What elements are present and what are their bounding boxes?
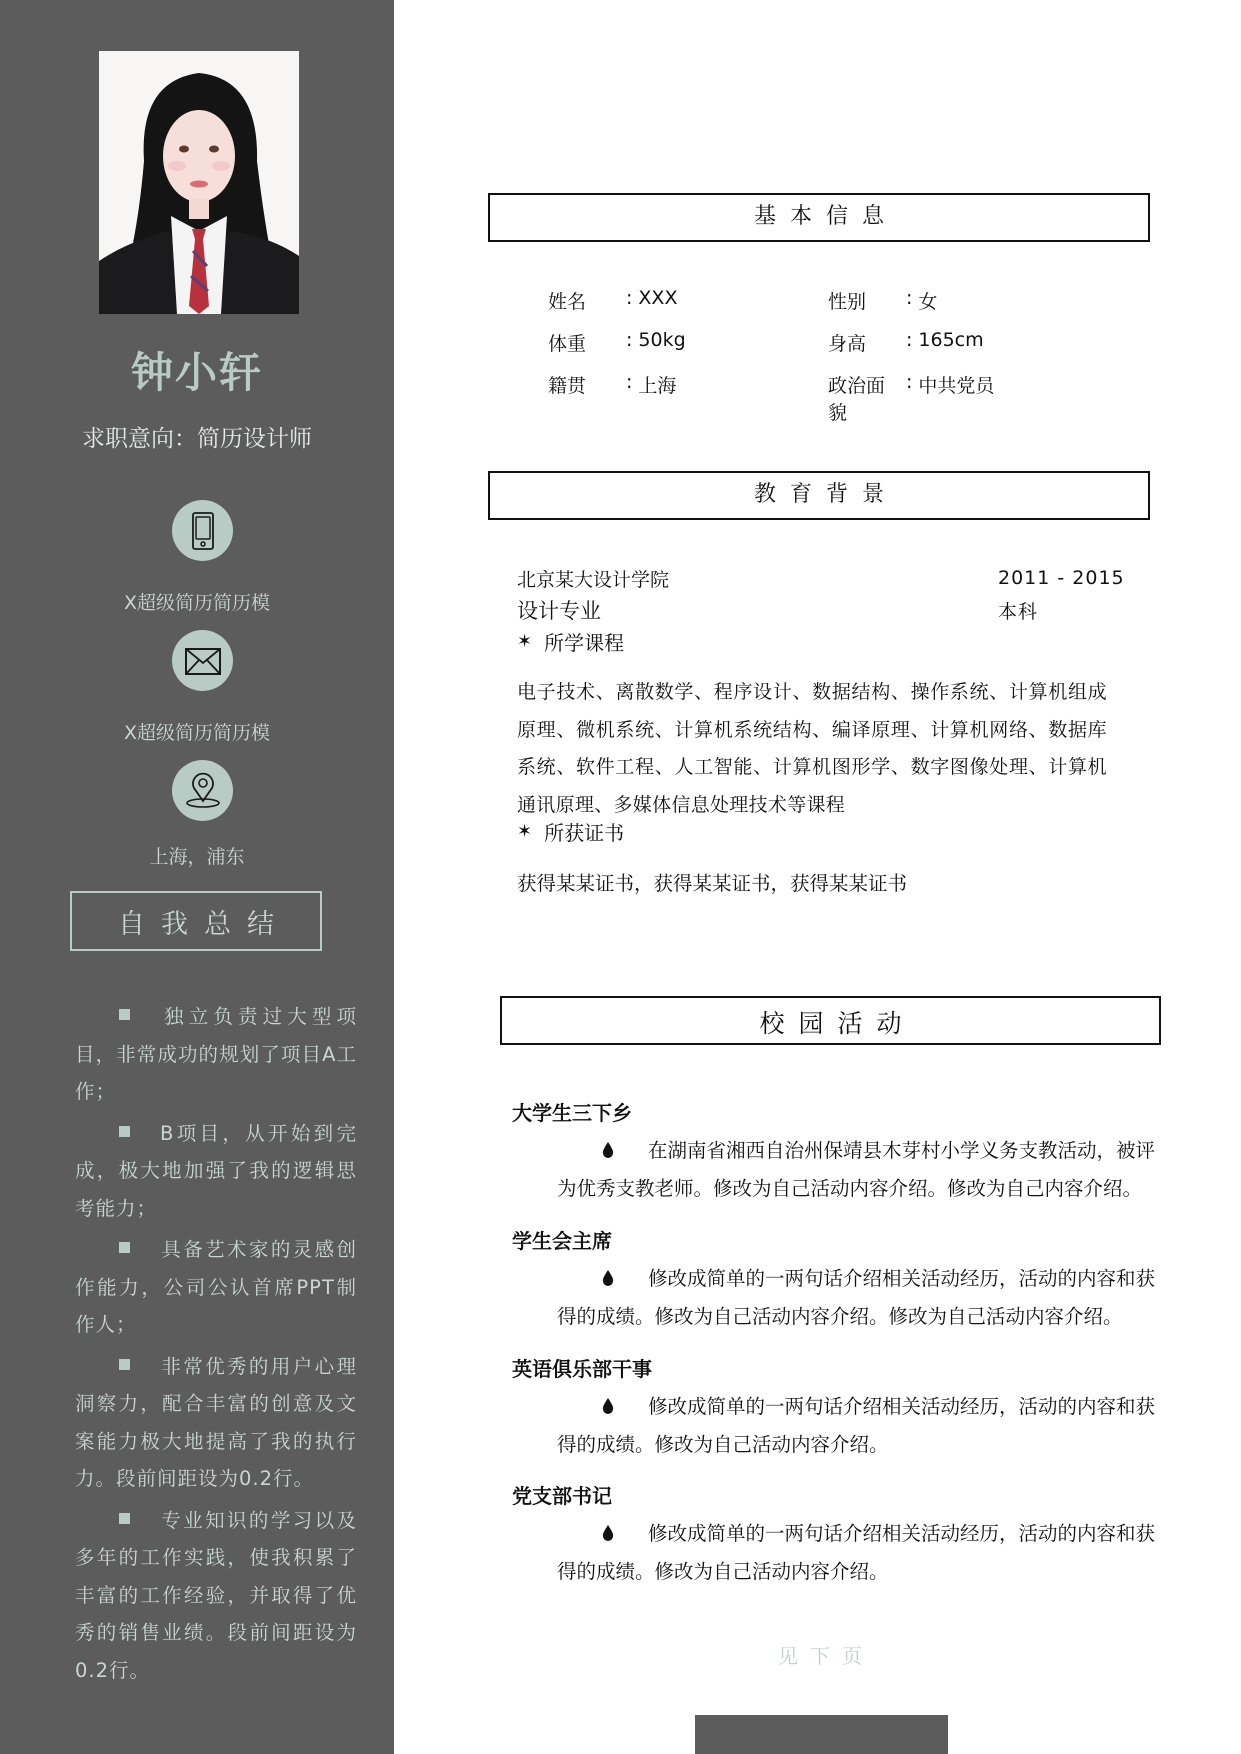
info-value: 50kg bbox=[638, 329, 686, 351]
education-heading: 教育背景 bbox=[488, 471, 1150, 520]
activity-desc: 在湖南省湘西自治州保靖县木芽村小学义务支教活动，被评为优秀支教老师。修改为自己活动内容介绍。修改为自己内容介绍。 bbox=[557, 1139, 1156, 1200]
info-value: XXX bbox=[638, 287, 678, 309]
location-text: 上海，浦东 bbox=[149, 846, 245, 868]
sidebar bbox=[0, 0, 394, 1754]
summary-item: 独立负责过大型项目，非常成功的规划了项目A工作； bbox=[75, 1005, 357, 1103]
self-summary-heading: 自我总结 bbox=[70, 891, 322, 951]
drop-bullet-icon bbox=[602, 1398, 614, 1414]
activity-title: 英语俱乐部干事 bbox=[512, 1357, 652, 1381]
basic-info-heading: 基本信息 bbox=[488, 193, 1150, 242]
profile-photo bbox=[99, 51, 299, 314]
info-hometown: 籍贯 : 上海 bbox=[548, 371, 828, 413]
phone-icon bbox=[185, 511, 221, 551]
email-text: X超级简历简历模 bbox=[123, 722, 271, 744]
activity-title: 大学生三下乡 bbox=[512, 1101, 632, 1125]
info-value: 上海 bbox=[638, 375, 677, 397]
bottom-decoration-block bbox=[695, 1715, 948, 1754]
education-school-row bbox=[517, 562, 1147, 594]
degree: 本科 bbox=[998, 600, 1039, 623]
square-bullet-icon bbox=[119, 1513, 130, 1524]
activity-title: 学生会主席 bbox=[512, 1229, 612, 1253]
info-row bbox=[548, 287, 1108, 329]
summary-item: B项目，从开始到完成，极大地加强了我的逻辑思考能力； bbox=[75, 1121, 357, 1220]
activity-desc: 修改成简单的一两句话介绍相关活动经历，活动的内容和获得的成绩。修改为自己活动内容介绍。修改为自己活动内容介绍。 bbox=[557, 1267, 1156, 1328]
activities-section bbox=[512, 1098, 1172, 1613]
drop-bullet-icon bbox=[602, 1142, 614, 1158]
drop-bullet-icon bbox=[602, 1525, 614, 1541]
activities-heading: 校园活动 bbox=[500, 996, 1161, 1045]
info-label: 政治面貌 bbox=[828, 375, 886, 424]
info-label: 身高 bbox=[828, 333, 867, 355]
drop-bullet-icon bbox=[602, 1270, 614, 1286]
activity-desc: 修改成简单的一两句话介绍相关活动经历，活动的内容和获得的成绩。修改为自己活动内容介绍。 bbox=[557, 1522, 1156, 1583]
info-weight: 体重 : 50kg bbox=[548, 329, 828, 371]
activity-item bbox=[512, 1354, 1172, 1481]
portrait-image bbox=[99, 51, 299, 314]
mail-icon bbox=[185, 641, 221, 681]
education-section bbox=[517, 562, 1147, 896]
courses-label-row bbox=[517, 626, 1147, 656]
mail-icon-circle bbox=[172, 630, 233, 691]
info-political-status: 政治面貌 : 中共党员 bbox=[828, 371, 995, 424]
info-name: 姓名 : XXX bbox=[548, 287, 828, 329]
activity-item bbox=[512, 1481, 1172, 1613]
square-bullet-icon bbox=[119, 1009, 130, 1020]
square-bullet-icon bbox=[119, 1359, 130, 1370]
summary-item: 专业知识的学习以及多年的工作实践，使我积累了丰富的工作经验，并取得了优秀的销售业绩。段前间距设为0.2行。 bbox=[75, 1508, 357, 1682]
self-summary-list bbox=[75, 998, 357, 1693]
info-gender: 性别 : 女 bbox=[828, 287, 1108, 329]
certs-label: 所获证书 bbox=[544, 820, 625, 845]
phone-text: X超级简历简历模 bbox=[123, 592, 271, 614]
courses-text: 电子技术、离散数学、程序设计、数据结构、操作系统、计算机组成原理、微机系统、计算机系统结构、编译原理、计算机网络、数据库系统、软件工程、人工智能、计算机图形学、数字图像处理、计算机通讯原理、多媒体信息处理技术等课程 bbox=[517, 681, 1107, 816]
square-bullet-icon bbox=[119, 1126, 130, 1137]
phone-icon-circle bbox=[172, 500, 233, 561]
summary-item: 具备艺术家的灵感创作能力，公司公认首席PPT制作人； bbox=[75, 1238, 357, 1336]
school-name: 北京某大设计学院 bbox=[517, 568, 670, 591]
major: 设计专业 bbox=[517, 599, 601, 623]
education-major-row bbox=[517, 594, 1147, 626]
star-icon: ✶ bbox=[517, 630, 533, 652]
info-label: 姓名 bbox=[548, 291, 587, 313]
basic-info-grid bbox=[548, 287, 1108, 424]
star-icon: ✶ bbox=[517, 820, 533, 842]
certs-text: 获得某某证书，获得某某证书，获得某某证书 bbox=[517, 872, 908, 895]
square-bullet-icon bbox=[119, 1242, 130, 1253]
info-label: 体重 bbox=[548, 333, 587, 355]
summary-item: 非常优秀的用户心理洞察力，配合丰富的创意及文案能力极大地提高了我的执行力。段前间距设为0.2行。 bbox=[75, 1354, 357, 1490]
next-page-note: 见下页 bbox=[778, 1644, 874, 1668]
info-value: 中共党员 bbox=[918, 375, 995, 397]
info-label: 性别 bbox=[828, 291, 867, 313]
info-height: 身高 : 165cm bbox=[828, 329, 1108, 371]
info-row bbox=[548, 329, 1108, 371]
info-label: 籍贯 bbox=[548, 375, 587, 397]
activity-item bbox=[512, 1226, 1172, 1354]
info-value: 165cm bbox=[918, 329, 984, 351]
activity-item bbox=[512, 1098, 1172, 1226]
courses-label: 所学课程 bbox=[544, 630, 625, 655]
info-value: 女 bbox=[918, 291, 938, 313]
location-icon bbox=[185, 771, 221, 811]
job-intent: 求职意向：简历设计师 bbox=[82, 426, 312, 452]
location-icon-circle bbox=[172, 760, 233, 821]
activity-desc: 修改成简单的一两句话介绍相关活动经历，活动的内容和获得的成绩。修改为自己活动内容介绍。 bbox=[557, 1395, 1156, 1456]
activity-title: 党支部书记 bbox=[512, 1484, 612, 1508]
study-period: 2011 - 2015 bbox=[998, 567, 1125, 589]
candidate-name: 钟小轩 bbox=[130, 348, 263, 397]
info-row bbox=[548, 371, 1108, 424]
